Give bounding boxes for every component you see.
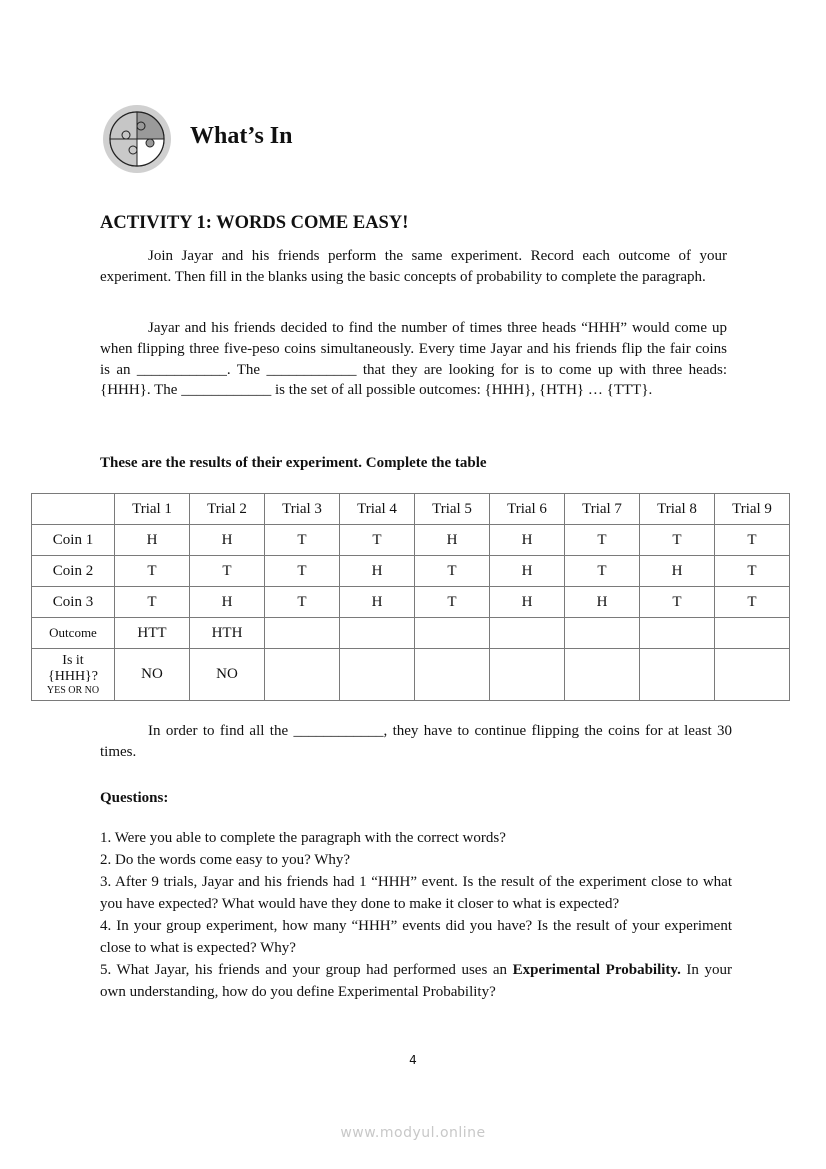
table-header-row <box>32 494 790 525</box>
header-cell: Trial 7 <box>565 494 640 525</box>
answer-cell[interactable]: NO <box>115 649 190 701</box>
answer-cell[interactable] <box>640 649 715 701</box>
row-label <box>32 649 115 701</box>
header-cell: Trial 6 <box>490 494 565 525</box>
answer-cell[interactable] <box>340 649 415 701</box>
paragraph-text: Jayar and his friends decided to find the number of times three heads “HHH” would come up when flipping three five-peso coins simultaneously. Every time Jayar and his friends flip the fair coins is an <box>100 320 727 378</box>
questions-list <box>100 827 732 1003</box>
table-cell: H <box>565 587 640 618</box>
question-item <box>100 959 732 1003</box>
puzzle-icon <box>102 104 172 174</box>
question-item: 1. Were you able to complete the paragraph with the correct words? <box>100 830 506 846</box>
header-cell: Trial 8 <box>640 494 715 525</box>
activity-title: ACTIVITY 1: WORDS COME EASY! <box>100 213 409 233</box>
table-cell: T <box>115 587 190 618</box>
table-cell: H <box>490 556 565 587</box>
paragraph-text: In order to find all the <box>148 723 294 739</box>
header-cell: Trial 5 <box>415 494 490 525</box>
row-label: Coin 2 <box>32 556 115 587</box>
question-item: 2. Do the words come easy to you? Why? <box>100 852 351 868</box>
intro-text: Join Jayar and his friends perform the same experiment. Record each outcome of your experiment. Then fill in the blanks using the basic concepts of probability to complete the paragraph. <box>100 248 727 285</box>
blank-field-1[interactable]: ____________ <box>136 361 227 378</box>
table-cell: H <box>490 525 565 556</box>
outcome-cell[interactable] <box>490 618 565 649</box>
intro-paragraph <box>100 246 727 288</box>
outcome-cell[interactable]: HTH <box>190 618 265 649</box>
followup-paragraph <box>100 721 732 763</box>
row-label-hint: YES OR NO <box>46 684 100 696</box>
answer-cell[interactable] <box>415 649 490 701</box>
answer-cell[interactable] <box>490 649 565 701</box>
header-cell: Trial 1 <box>115 494 190 525</box>
table-cell: T <box>640 587 715 618</box>
section-title: What’s In <box>190 123 293 149</box>
header-cell: Trial 9 <box>715 494 790 525</box>
paragraph-text: that they are looking for is to come up with three heads: {HHH}. The <box>100 361 727 399</box>
outcome-cell[interactable] <box>415 618 490 649</box>
answer-cell[interactable] <box>565 649 640 701</box>
answer-cell[interactable] <box>715 649 790 701</box>
answer-cell[interactable]: NO <box>190 649 265 701</box>
outcome-cell[interactable] <box>640 618 715 649</box>
table-cell: T <box>565 556 640 587</box>
outcome-cell[interactable] <box>565 618 640 649</box>
outcome-cell[interactable] <box>265 618 340 649</box>
table-cell: T <box>715 525 790 556</box>
page-number: 4 <box>409 1053 417 1067</box>
row-label-line: Is it <box>62 652 84 668</box>
table-cell: T <box>715 556 790 587</box>
blank-field-4[interactable]: ____________ <box>293 723 384 739</box>
results-table <box>31 493 790 701</box>
blank-field-3[interactable]: ____________ <box>181 382 272 399</box>
header-cell-empty <box>32 494 115 525</box>
header-cell: Trial 4 <box>340 494 415 525</box>
table-cell: H <box>490 587 565 618</box>
table-cell: H <box>190 525 265 556</box>
blank-field-2[interactable]: ____________ <box>266 361 357 378</box>
answer-cell[interactable] <box>265 649 340 701</box>
question-item: 3. After 9 trials, Jayar and his friends had 1 “HHH” event. Is the result of the experiment close to what you have expected? What would have they done to make it closer to what is expected? <box>100 874 732 912</box>
table-cell: T <box>415 587 490 618</box>
question-text: In your own understanding, how do you define Experimental Probability? <box>100 962 732 1000</box>
fill-in-paragraph <box>100 318 727 401</box>
table-row-coin-1 <box>32 525 790 556</box>
table-cell: T <box>565 525 640 556</box>
table-cell: H <box>640 556 715 587</box>
table-row-is-hhh <box>32 649 790 701</box>
header-cell: Trial 3 <box>265 494 340 525</box>
table-row-outcome <box>32 618 790 649</box>
paragraph-text: . The <box>226 361 267 378</box>
table-caption: These are the results of their experiment. Complete the table <box>100 455 487 471</box>
outcome-cell[interactable] <box>340 618 415 649</box>
question-item: 4. In your group experiment, how many “HHH” events did you have? Is the result of your experiment close to what is expected? Why? <box>100 918 732 956</box>
watermark: www.modyul.online <box>340 1125 486 1141</box>
table-row-coin-3 <box>32 587 790 618</box>
table-cell: H <box>115 525 190 556</box>
table-cell: H <box>340 587 415 618</box>
row-label: Coin 1 <box>32 525 115 556</box>
table-row-coin-2 <box>32 556 790 587</box>
row-label-line: {HHH}? <box>48 668 98 684</box>
table-cell: T <box>340 525 415 556</box>
table-cell: T <box>265 525 340 556</box>
table-cell: H <box>190 587 265 618</box>
outcome-cell[interactable] <box>715 618 790 649</box>
question-term: Experimental Probability. <box>512 962 681 978</box>
questions-title: Questions: <box>100 790 169 806</box>
paragraph-text: , they have to continue flipping the coins for at least 30 times. <box>100 723 732 760</box>
table-cell: T <box>715 587 790 618</box>
table-cell: T <box>115 556 190 587</box>
table-cell: T <box>415 556 490 587</box>
table-cell: T <box>265 556 340 587</box>
table-cell: H <box>340 556 415 587</box>
table-cell: H <box>415 525 490 556</box>
row-label: Coin 3 <box>32 587 115 618</box>
outcome-cell[interactable]: HTT <box>115 618 190 649</box>
header-cell: Trial 2 <box>190 494 265 525</box>
paragraph-text: is the set of all possible outcomes: {HHH}, {HTH} … {TTT}. <box>271 382 653 399</box>
table-cell: T <box>640 525 715 556</box>
question-text: 5. What Jayar, his friends and your group had performed uses an <box>100 962 513 978</box>
row-label: Outcome <box>32 618 115 649</box>
table-cell: T <box>190 556 265 587</box>
table-cell: T <box>265 587 340 618</box>
